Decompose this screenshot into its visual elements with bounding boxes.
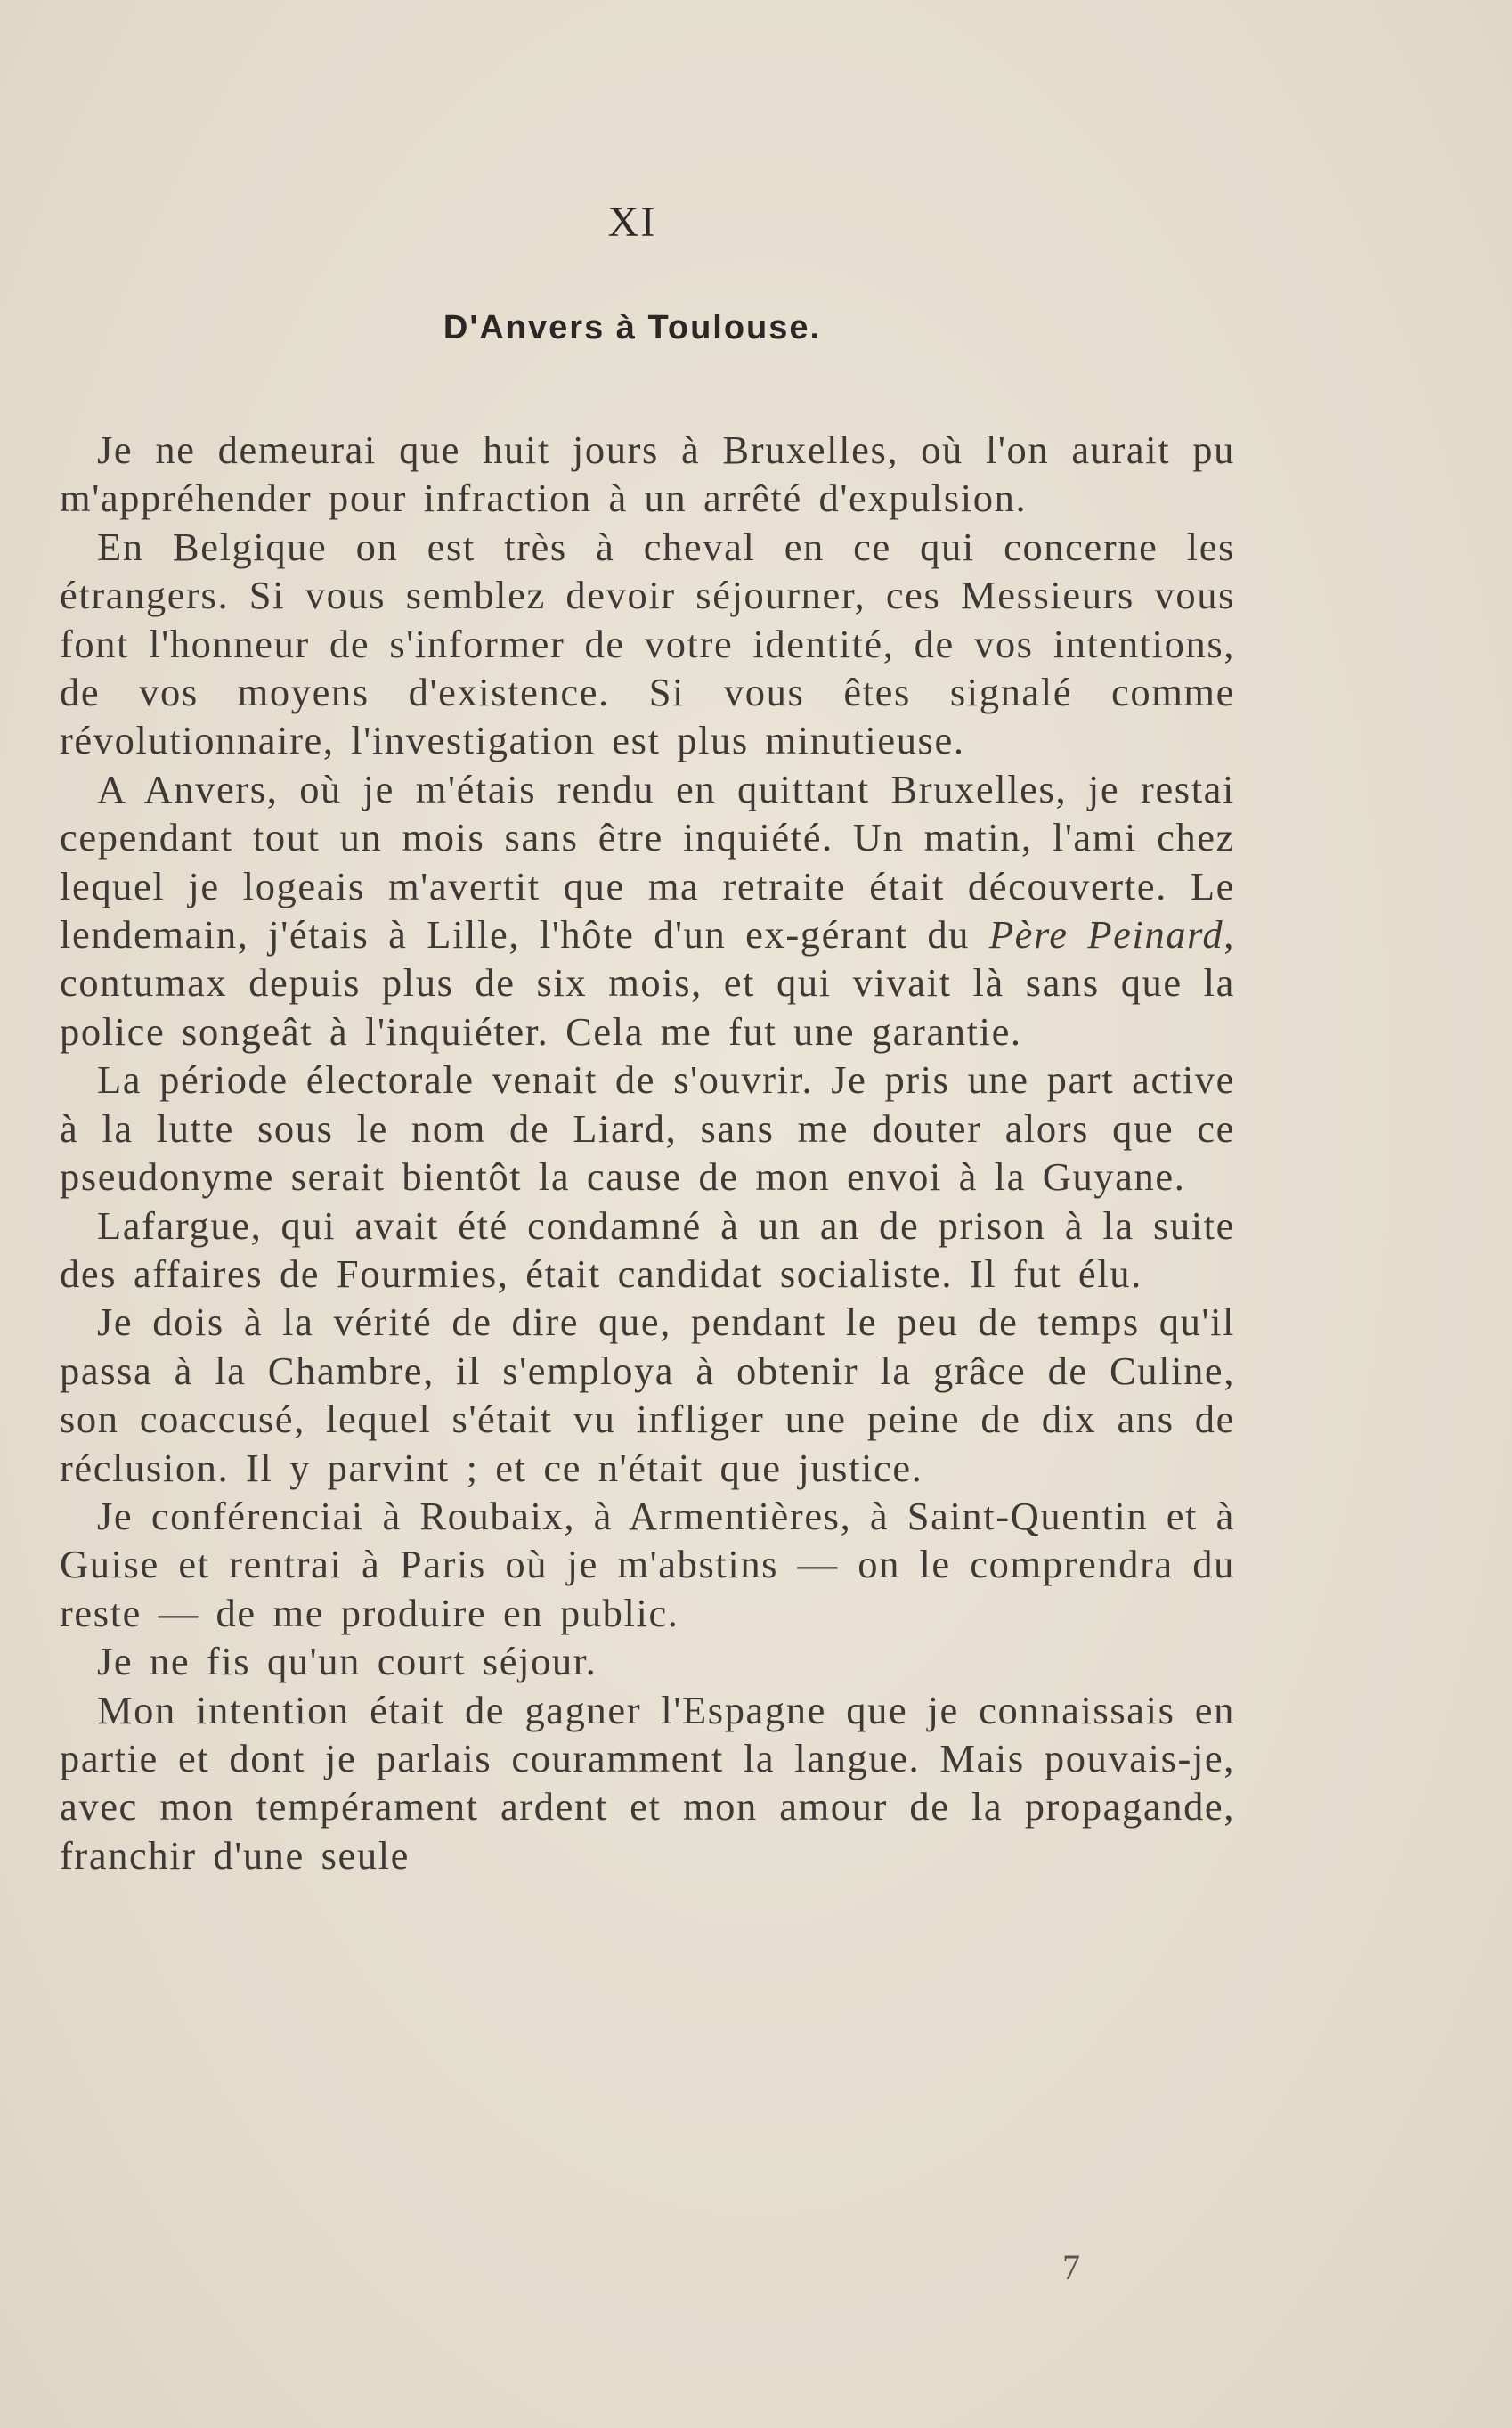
paragraph: Je dois à la vérité de dire que, pendant le peu de temps qu'il passa à la Chambre, il s'employa à obtenir la grâce de Culine, son coaccusé, lequel s'était vu infliger une peine de dix ans de réclusion. Il y parvint ; et ce n'était que justice. [60, 1300, 1235, 1490]
chapter-title: D'Anvers à Toulouse. [443, 309, 822, 346]
paragraph: Je ne demeurai que huit jours à Bruxelles, où l'on aurait pu m'appréhender pour infraction à un arrêté d'expulsion. [60, 428, 1235, 521]
paragraph: En Belgique on est très à cheval en ce qui concerne les étrangers. Si vous semblez devoir séjourner, ces Messieurs vous font l'honneur de s'informer de votre identité, de vos intentions, de vos moyens d'existence. Si vous êtes signalé comme révolutionnaire, l'investigation est plus minutieuse. [60, 524, 1235, 763]
paragraph: La période électorale venait de s'ouvrir. Je pris une part active à la lutte sous le nom de Liard, sans me douter alors que ce pseudonyme serait bientôt la cause de mon envoi à la Guyane. [60, 1057, 1235, 1200]
paragraph: Lafargue, qui avait été condamné à un an de prison à la suite des affaires de Fourmies, était candidat socialiste. Il fut élu. [60, 1202, 1235, 1296]
paragraph [60, 765, 1235, 1055]
paragraph: Je conférenciai à Roubaix, à Armentières, à Saint-Quentin et à Guise et rentrai à Paris où je m'abstins — on le comprendra du reste — de me produire en public. [60, 1493, 1235, 1635]
italic-title: Père Peinard [988, 912, 1224, 957]
paragraph: Je ne fis qu'un court séjour. [97, 1639, 597, 1684]
paragraph-text: , contumax depuis plus de six mois, et qui vivait là sans que la police songeât à l'inquiéter. Cela me fut une garantie. [60, 912, 1235, 1054]
paragraph-text: A Anvers, où je m'étais rendu en quittant Bruxelles, je restai cependant tout un mois sans être inquiété. Un matin, l'ami chez lequel je logeais m'avertit que ma retraite était découverte. Le lendemain, j'étais à Lille, l'hôte d'un ex-gérant du [60, 766, 1235, 957]
page-number: 7 [1062, 2247, 1080, 2287]
chapter-number: XI [607, 199, 657, 246]
paragraph: Mon intention était de gagner l'Espagne que je connaissais en partie et dont je parlais couramment la langue. Mais pouvais-je, avec mon tempérament ardent et mon amour de la propagande, franchir d'une seule [60, 1687, 1235, 1878]
body-text [60, 426, 1235, 1879]
